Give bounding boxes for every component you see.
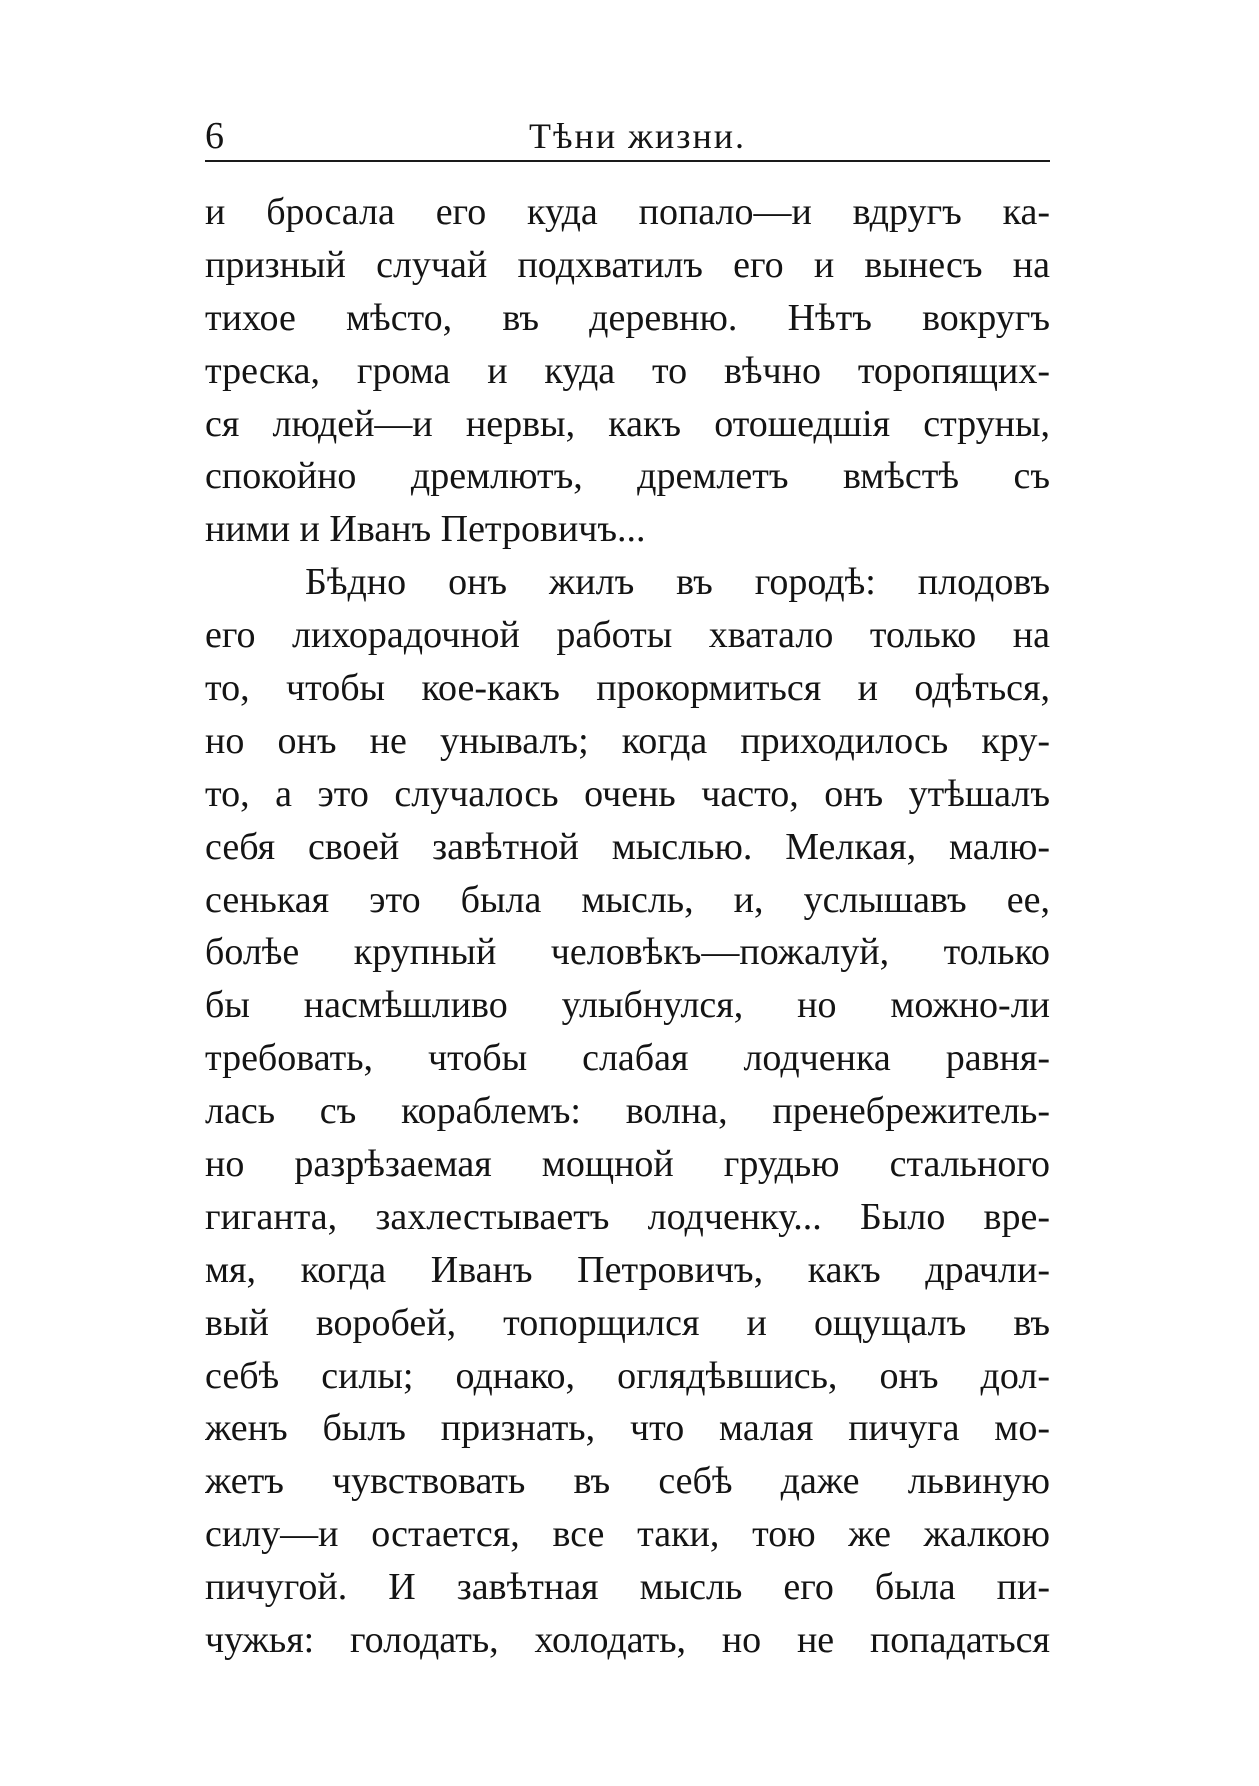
text-line: гиганта, захлестываетъ лодченку... Было вре- xyxy=(205,1195,1050,1238)
header-rule xyxy=(205,160,1050,162)
text-line: но онъ не унывалъ; когда приходилось кру- xyxy=(205,719,1050,762)
text-line: спокойно дремлютъ, дремлетъ вмѣстѣ съ xyxy=(205,455,1050,498)
text-line: лась съ кораблемъ: волна, пренебрежитель- xyxy=(205,1090,1050,1133)
text-line: его лихорадочной работы хватало только на xyxy=(205,614,1050,657)
body-text xyxy=(205,186,1050,1667)
text-line: и бросала его куда попало—и вдругъ ка- xyxy=(205,191,1050,233)
text-line: сенькая это была мысль, и, услышавъ ее, xyxy=(205,878,1050,921)
text-line: призный случай подхватилъ его и вынесъ на xyxy=(205,243,1050,286)
text-line: пичугой. И завѣтная мысль его была пи- xyxy=(205,1566,1050,1609)
text-line: мя, когда Иванъ Петровичъ, какъ драчли- xyxy=(205,1248,1050,1291)
text-line: жетъ чувствовать въ себѣ даже львиную xyxy=(205,1460,1050,1503)
text-line: Бѣдно онъ жилъ въ городѣ: плодовъ xyxy=(305,561,1050,604)
text-line: то, чтобы кое-какъ прокормиться и одѣться, xyxy=(205,667,1050,710)
text-line: ними и Иванъ Петровичъ... xyxy=(205,508,646,551)
text-line: тихое мѣсто, въ деревню. Нѣтъ вокругъ xyxy=(205,296,1050,339)
page-number: 6 xyxy=(205,115,224,157)
text-line: чужья: голодать, холодать, но не попадаться xyxy=(205,1619,1050,1662)
text-line: силу—и остается, все таки, тою же жалкою xyxy=(205,1513,1050,1556)
text-line: то, а это случалось очень часто, онъ утѣшалъ xyxy=(205,772,1050,815)
text-line: вый воробей, топорщился и ощущалъ въ xyxy=(205,1301,1050,1344)
running-header xyxy=(205,110,1050,160)
text-line: требовать, чтобы слабая лодченка равня- xyxy=(205,1037,1050,1080)
text-line: ся людей—и нервы, какъ отошедшія струны, xyxy=(205,402,1050,445)
text-line: болѣе крупный человѣкъ—пожалуй, только xyxy=(205,931,1050,974)
text-line: бы насмѣшливо улыбнулся, но можно-ли xyxy=(205,984,1050,1027)
text-line: треска, грома и куда то вѣчно торопящих- xyxy=(205,349,1050,392)
text-line: женъ былъ признать, что малая пичуга мо- xyxy=(205,1407,1050,1450)
text-line: себя своей завѣтной мыслью. Мелкая, малю- xyxy=(205,825,1050,868)
text-line: себѣ силы; однако, оглядѣвшись, онъ дол- xyxy=(205,1354,1050,1397)
running-title: Тѣни жизни. xyxy=(529,116,746,156)
text-line: но разрѣзаемая мощной грудью стального xyxy=(205,1143,1050,1186)
